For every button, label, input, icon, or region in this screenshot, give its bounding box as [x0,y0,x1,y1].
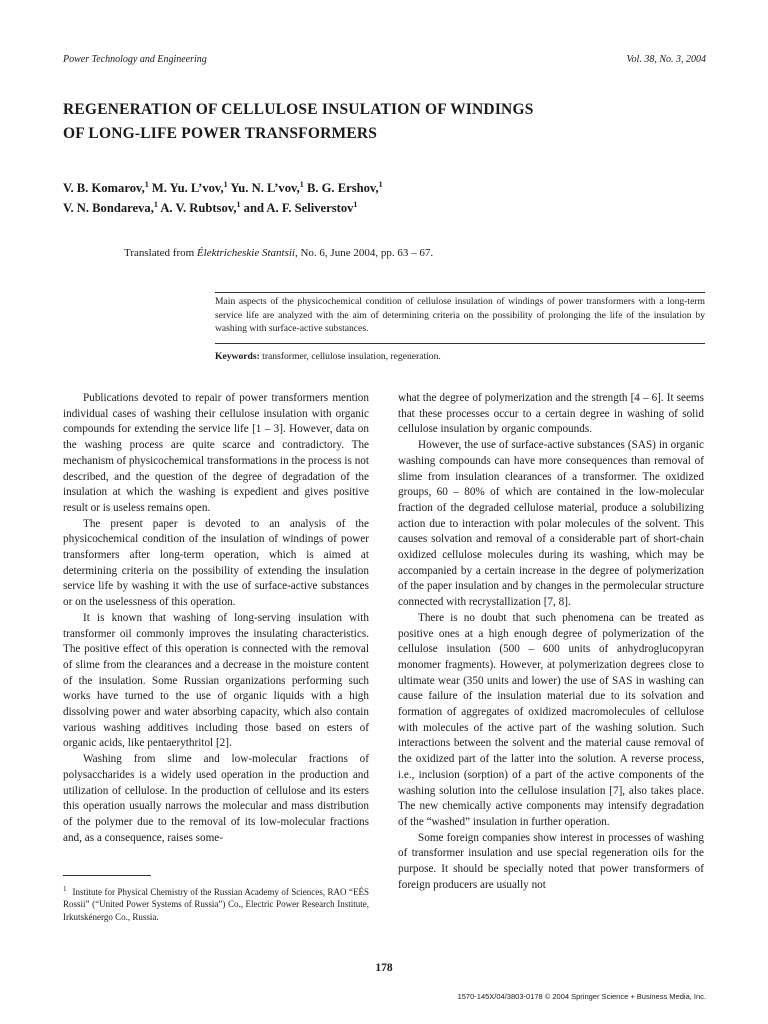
running-header-volume: Vol. 38, No. 3, 2004 [626,54,706,65]
paragraph: Some foreign companies show interest in processes of washing of transformer insulation and use special regeneration oils for the purpose. It should be specially noted that power transformers of foreign producers are usually not [398,831,704,891]
title-line-1: REGENERATION OF CELLULOSE INSULATION OF WINDINGS [63,101,534,118]
author-name: Yu. N. L’vov, [230,181,300,195]
page-number: 178 [375,962,393,974]
keywords [215,343,705,363]
author-name: M. Yu. L’vov, [151,181,224,195]
running-header-journal: Power Technology and Engineering [63,54,207,65]
affiliation-mark: 1 [353,200,358,209]
author-line-1 [63,178,703,198]
footnote-mark: 1 [63,885,67,893]
footnote [63,883,369,923]
paragraph: There is no doubt that such phenomena can be treated as positive ones at a high enough degree of polymerization of the cellulose insulation (500 – 600 units of anhydroglucopyran monomer fragments). However, at polymerization degrees close to ultimate wear (350 units and lower) the use of SAS in washing can cause failure of the insulation material due to its solvation and formation of aggregates of oxidized macromolecules of cellulose with molecules of the active part of the washing solution. Such interactions between the solvent and the material cause removal of the oxidized part of the latter into the solution. A reverse process, i.e., inclusion (sorption) of a part of the active components of the washing solution into the cellulose insulation [7], also takes place. The new chemically active components may intensify degradation of the “washed” insulation in further operation. [398,611,704,828]
footnote-text: Institute for Physical Chemistry of the Russian Academy of Sciences, RAO “EÉS Rossii” (“United Power Systems of Russia”) Co., Electric Power Research Institute, Irkutskénergo Co., Russia. [63,887,369,922]
abstract-box [215,292,705,363]
author-list [63,178,703,218]
body-column-right [398,391,704,956]
affiliation-mark: 1 [223,180,228,189]
body-column-left [63,391,369,876]
footnote-rule [63,875,151,876]
paragraph: However, the use of surface-active substances (SAS) in organic washing compounds can have more consequences than removal of slime from insulation clearances of a transformer. The oxidized groups, 60 – 80% of which are contained in the low-molecular fraction of the degraded cellulose material, produce a solubilizing action due to interaction with polar molecules of the solvent. This causes solvation and removal of a considerable part of short-chain oxidized cellulose molecules during its washing, which may be accompanied by a certain increase in the degree of polymerization of the paper insulation and by changes in the permolecular structure connected with recrystallization [7, 8]. [398,439,704,609]
author-name: B. G. Ershov, [306,181,379,195]
paragraph: It is known that washing of long-serving insulation with transformer oil commonly improves the insulating characteristics. The positive effect of this operation is connected with the removal of slime from the clearances and a decrease in the moisture content of the insulation. Some Russian organizations performing such works have turned to the use of organic liquids with a high dissolving power and water absorbing capacity, which also contain various washing additives including those based on esters of organic acids, like pentaerythritol [2]. [63,611,369,750]
copyright-line: 1570-145X/04/3803-0178 © 2004 Springer Science + Business Media, Inc. [457,992,706,1001]
author-name: V. B. Komarov, [63,181,145,195]
keywords-list: transformer, cellulose insulation, regeneration. [259,350,441,362]
translation-note [124,247,433,259]
paragraph: Publications devoted to repair of power transformers mention individual cases of washing their cellulose insulation with organic compounds for extending the service life [1 – 3]. However, data on the washing process are quite scarce and contradictory. The mechanism of physicochemical transformations in the process is not described, and the question of the degree of degradation of the insulation at which the washing is expedient and gives positive result or is useless remains open. [63,392,369,514]
title-line-2: OF LONG-LIFE POWER TRANSFORMERS [63,125,378,142]
affiliation-mark: 1 [236,200,241,209]
author-name: A. V. Rubtsov, [160,201,237,215]
affiliation-mark: 1 [378,180,383,189]
affiliation-mark: 1 [299,180,304,189]
article-title [63,98,703,146]
author-name: and A. F. Seliverstov [243,201,354,215]
paragraph-continuation: what the degree of polymerization and the strength [4 – 6]. It seems that these processes occur to a certain degree in washing of solid cellulose insulation by organic compounds. [398,392,704,436]
author-name: V. N. Bondareva, [63,201,154,215]
affiliation-mark: 1 [153,200,158,209]
affiliation-mark: 1 [144,180,149,189]
paragraph: The present paper is devoted to an analysis of the physicochemical condition of the insulation of windings of power transformers after long-term operation, which is aimed at determining criteria on the possibility of extending the insulation service life by washing it with the use of surface-active substances or on the uselessness of this operation. [63,517,369,609]
abstract-text: Main aspects of the physicochemical condition of cellulose insulation of windings of power transformers with a long-term service life are analyzed with the aim of determining criteria on the possibility of prolonging the life of the insulation by washing with surface-active substances. [215,296,705,335]
translation-prefix: Translated from [124,247,197,259]
translation-source: Élektricheskie Stantsii [196,247,295,259]
translation-suffix: , No. 6, June 2004, pp. 63 – 67. [294,247,434,259]
paragraph: Washing from slime and low-molecular fractions of polysaccharides is a widely used operation in the production and utilization of cellulose. In the production of cellulose and its esters this operation usually narrows the molecular and mass distribution of the polymer due to the removal of its low-molecular fractions and, as a consequence, raises some- [63,753,369,844]
author-line-2 [63,198,703,218]
keywords-label: Keywords: [215,350,260,362]
